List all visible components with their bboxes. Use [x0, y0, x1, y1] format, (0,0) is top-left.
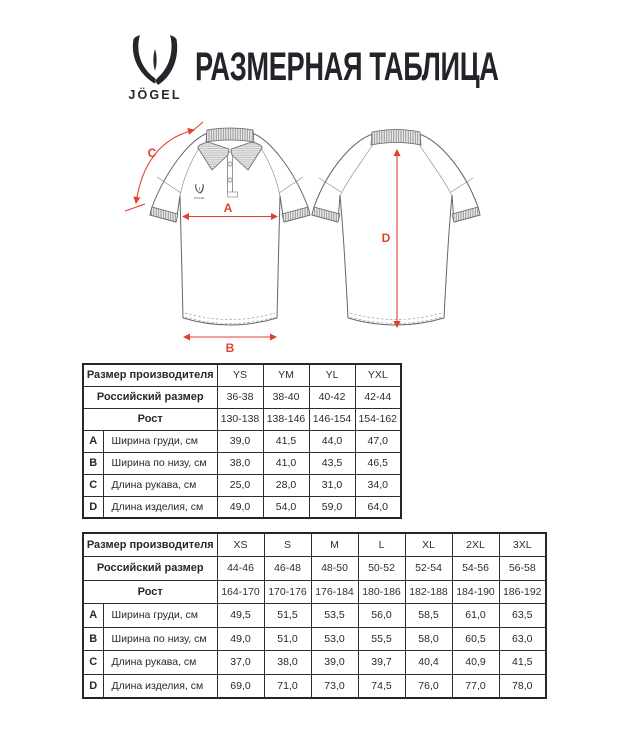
table-row [83, 474, 401, 496]
table-row [83, 430, 401, 452]
table-header-value: 40-42 [309, 386, 355, 408]
button-icon [228, 178, 232, 182]
measure-value: 71,0 [264, 674, 311, 698]
table-header-value: 2XL [452, 533, 499, 557]
polo-back-diagram [312, 130, 480, 326]
measure-value: 61,0 [452, 604, 499, 628]
measure-label: Ширина груди, см [103, 430, 217, 452]
measure-value: 58,0 [405, 627, 452, 651]
measure-letter: D [83, 496, 103, 518]
measure-value: 41,5 [499, 651, 546, 675]
measure-label: Ширина по низу, см [103, 452, 217, 474]
table-row [83, 496, 401, 518]
measure-value: 31,0 [309, 474, 355, 496]
measure-value: 63,5 [499, 604, 546, 628]
table-header-label: Российский размер [83, 557, 217, 581]
table-header-value: 164-170 [217, 580, 264, 604]
table-row [83, 408, 401, 430]
measure-value: 39,0 [217, 430, 263, 452]
measure-label: Длина рукава, см [103, 651, 217, 675]
table-row [83, 386, 401, 408]
measure-value: 56,0 [358, 604, 405, 628]
measure-value: 38,0 [264, 651, 311, 675]
measure-value: 40,4 [405, 651, 452, 675]
table-header-value: XS [217, 533, 264, 557]
measure-value: 43,5 [309, 452, 355, 474]
size-table [82, 363, 402, 519]
table-header-value: 36-38 [217, 386, 263, 408]
table-header-value: 180-186 [358, 580, 405, 604]
polo-front-diagram [147, 128, 310, 325]
measure-letter: A [83, 430, 103, 452]
measure-value: 74,5 [358, 674, 405, 698]
measure-value: 77,0 [452, 674, 499, 698]
table-header-label: Рост [83, 408, 217, 430]
table-header-value: YXL [355, 364, 401, 386]
table-header-value: XL [405, 533, 452, 557]
measure-value: 58,5 [405, 604, 452, 628]
measure-a-label: A [223, 201, 233, 215]
measure-value: 39,0 [311, 651, 358, 675]
measure-value: 44,0 [309, 430, 355, 452]
measure-value: 49,0 [217, 627, 264, 651]
table-header-label: Размер производителя [83, 533, 217, 557]
table-row [83, 651, 546, 675]
measure-value: 63,0 [499, 627, 546, 651]
table-header-value: YS [217, 364, 263, 386]
measure-value: 40,9 [452, 651, 499, 675]
table-row [83, 604, 546, 628]
table-header-value: 38-40 [263, 386, 309, 408]
table-row [83, 364, 401, 386]
measure-value: 25,0 [217, 474, 263, 496]
page-title: РАЗМЕРНАЯ ТАБЛИЦА [195, 45, 499, 89]
measure-value: 38,0 [217, 452, 263, 474]
measure-letter: A [83, 604, 103, 628]
measure-letter: B [83, 627, 103, 651]
measure-value: 28,0 [263, 474, 309, 496]
measure-value: 41,0 [263, 452, 309, 474]
measure-value: 46,5 [355, 452, 401, 474]
table-header-value: 154-162 [355, 408, 401, 430]
table-header-value: 42-44 [355, 386, 401, 408]
size-table-adult [82, 532, 547, 699]
measure-c-tick-top [190, 122, 203, 133]
measure-value: 53,5 [311, 604, 358, 628]
table-header-value: 54-56 [452, 557, 499, 581]
measure-value: 64,0 [355, 496, 401, 518]
measure-letter: C [83, 651, 103, 675]
table-row [83, 580, 546, 604]
table-header-value: YM [263, 364, 309, 386]
table-header-value: 170-176 [264, 580, 311, 604]
table-header-value: 3XL [499, 533, 546, 557]
measure-value: 39,7 [358, 651, 405, 675]
measure-value: 76,0 [405, 674, 452, 698]
table-header-label: Размер производителя [83, 364, 217, 386]
measure-label: Ширина груди, см [103, 604, 217, 628]
measure-letter: B [83, 452, 103, 474]
table-header-value: 46-48 [264, 557, 311, 581]
table-header-value: 146-154 [309, 408, 355, 430]
table-header-value: 56-58 [499, 557, 546, 581]
measure-value: 55,5 [358, 627, 405, 651]
measure-value: 78,0 [499, 674, 546, 698]
measure-letter: C [83, 474, 103, 496]
table-row [83, 557, 546, 581]
table-header-value: 186-192 [499, 580, 546, 604]
measure-value: 41,5 [263, 430, 309, 452]
measure-value: 47,0 [355, 430, 401, 452]
table-header-value: 182-188 [405, 580, 452, 604]
jogel-logo-icon [127, 34, 183, 88]
measure-value: 49,5 [217, 604, 264, 628]
measure-value: 34,0 [355, 474, 401, 496]
measure-value: 37,0 [217, 651, 264, 675]
measure-c-label: C [147, 146, 157, 160]
measure-label: Длина изделия, см [103, 496, 217, 518]
polo-measurement-diagram [95, 108, 525, 358]
table-header-value: 184-190 [452, 580, 499, 604]
table-header-label: Рост [83, 580, 217, 604]
table-header-value: 176-184 [311, 580, 358, 604]
table-row [83, 627, 546, 651]
measure-d-label: D [381, 231, 391, 245]
table-row [83, 452, 401, 474]
button-icon [228, 162, 232, 166]
table-header-label: Российский размер [83, 386, 217, 408]
size-table [82, 532, 547, 699]
measure-value: 59,0 [309, 496, 355, 518]
measure-c-tick-bottom [125, 204, 145, 211]
measure-value: 73,0 [311, 674, 358, 698]
brand-wordmark: JÖGEL [128, 88, 182, 102]
table-header-value: S [264, 533, 311, 557]
measure-letter: D [83, 674, 103, 698]
table-row [83, 533, 546, 557]
measure-b-label: B [225, 341, 235, 355]
measure-value: 53,0 [311, 627, 358, 651]
table-header-value: M [311, 533, 358, 557]
measure-label: Длина рукава, см [103, 474, 217, 496]
table-row [83, 674, 546, 698]
measure-value: 54,0 [263, 496, 309, 518]
measure-label: Ширина по низу, см [103, 627, 217, 651]
table-header-value: L [358, 533, 405, 557]
table-header-value: 138-146 [263, 408, 309, 430]
table-header-value: 50-52 [358, 557, 405, 581]
table-header-value: 52-54 [405, 557, 452, 581]
measure-value: 69,0 [217, 674, 264, 698]
measure-value: 49,0 [217, 496, 263, 518]
table-header-value: 44-46 [217, 557, 264, 581]
chest-logo-text: JÖGEL [193, 196, 206, 200]
table-header-value: 48-50 [311, 557, 358, 581]
measure-value: 51,0 [264, 627, 311, 651]
table-header-value: YL [309, 364, 355, 386]
measure-label: Длина изделия, см [103, 674, 217, 698]
size-table-youth [82, 363, 402, 519]
measure-value: 51,5 [264, 604, 311, 628]
table-header-value: 130-138 [217, 408, 263, 430]
measure-value: 60,5 [452, 627, 499, 651]
